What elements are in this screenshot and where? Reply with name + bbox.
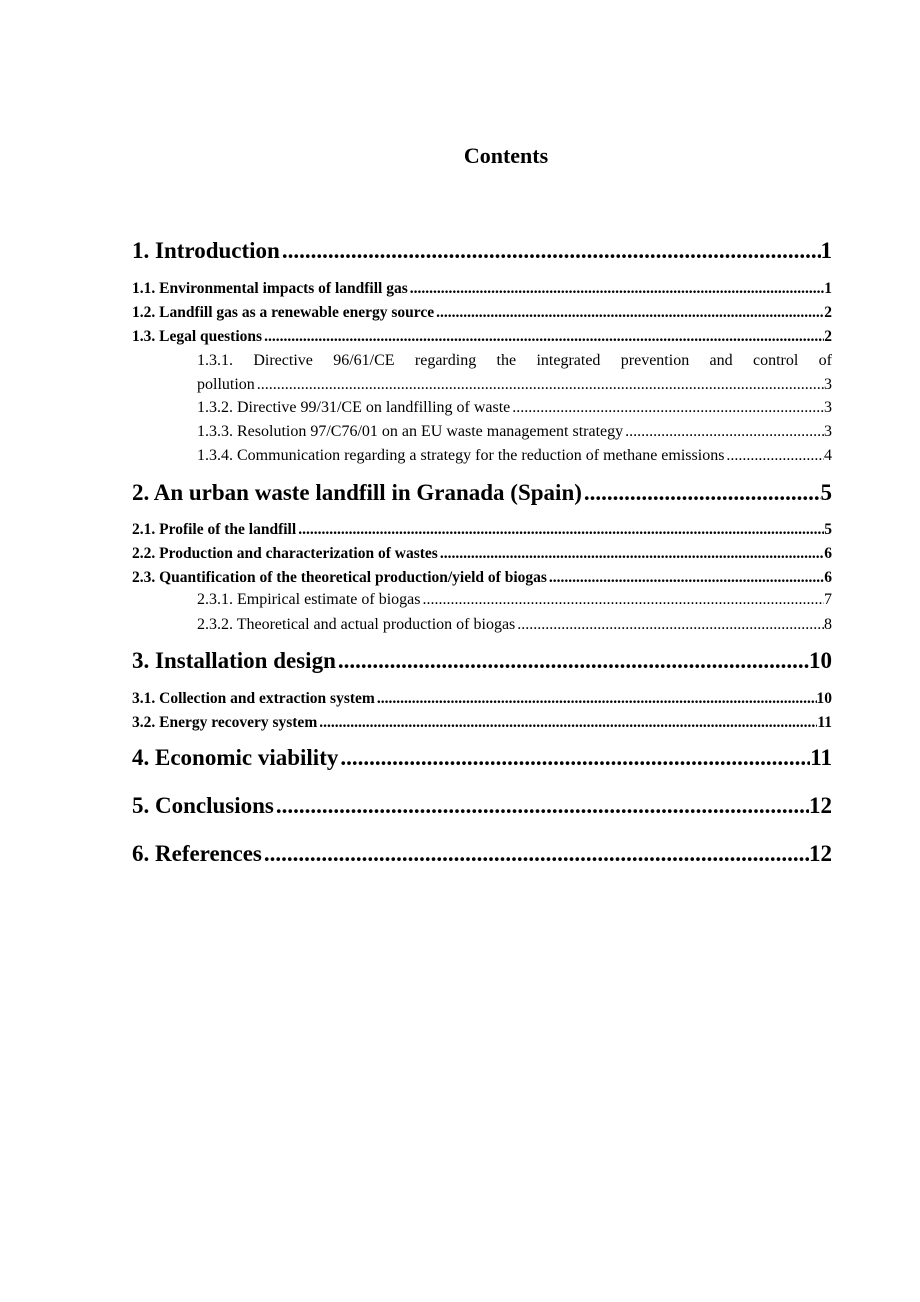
toc-entry-1-3-4[interactable] [197,447,832,465]
toc-page-number: 4 [824,447,832,464]
toc-entry-label: 6. References [132,841,262,866]
toc-entry-5[interactable] [132,793,832,819]
toc-entry-label: 1.2. Landfill gas as a renewable energy source [132,304,435,321]
toc-page-number: 11 [810,745,832,770]
toc-entry-3[interactable] [132,648,832,674]
toc-entry-label: 2. An urban waste landfill in Granada (Spain) [132,480,582,505]
toc-leader-dots [582,480,821,506]
toc-entry-3-2[interactable] [132,714,832,732]
toc-entry-4[interactable] [132,745,832,771]
toc-page-number: 5 [824,521,832,538]
toc-leader-dots [296,521,824,539]
toc-leader-dots [338,745,810,771]
toc-page-number: 8 [824,616,832,633]
toc-leader-dots [408,280,825,298]
toc-leader-dots [421,591,825,609]
toc-page-number: 3 [824,423,832,440]
toc-entry-label: 5. Conclusions [132,793,274,818]
toc-leader-dots [623,423,824,441]
toc-entry-label: 1. Introduction [132,238,280,263]
toc-entry-label-continued: pollution [197,376,255,393]
toc-entry-label: 4. Economic viability [132,745,339,770]
toc-leader-dots [724,447,824,465]
toc-entry-label: 3.2. Energy recovery system [132,714,318,731]
toc-page-number: 10 [816,690,832,707]
toc-leader-dots [336,648,809,674]
toc-leader-dots [510,399,824,417]
toc-page-number: 1 [824,280,832,297]
toc-entry-label: 1.1. Environmental impacts of landfill gas [132,280,408,297]
toc-page-number: 6 [824,569,832,586]
toc-entry-1[interactable] [132,238,832,264]
toc-entry-6[interactable] [132,841,832,867]
toc-entry-1-3-2[interactable] [197,399,832,417]
toc-entry-label: 2.2. Production and characterization of wastes [132,545,438,562]
toc-leader-dots [262,841,809,867]
toc-page-number: 2 [824,328,832,345]
toc-leader-dots [438,545,824,563]
toc-entry-label: 2.3. Quantification of the theoretical production/yield of biogas [132,569,547,586]
toc-page-number: 3 [824,376,832,393]
toc-entry-label: 3.1. Collection and extraction system [132,690,375,707]
toc-entry-1-3-3[interactable] [197,423,832,441]
toc-page-number: 12 [809,793,832,818]
toc-entry-2-2[interactable] [132,545,832,563]
toc-entry-label: 2.3.1. Empirical estimate of biogas [197,591,421,608]
toc-entry-label: 1.3.3. Resolution 97/C76/01 on an EU waste management strategy [197,423,624,440]
toc-page-number: 3 [824,399,832,416]
toc-entry-2-3-2[interactable] [197,616,832,634]
page-title: Contents [463,143,549,168]
toc-leader-dots [274,793,809,819]
toc-entry-1-3[interactable] [132,328,832,346]
toc-leader-dots [547,569,824,587]
toc-leader-dots [280,238,821,264]
toc-leader-dots [262,328,824,346]
toc-leader-dots [515,616,824,634]
toc-entry-2[interactable] [132,480,832,506]
toc-leader-dots [434,304,824,322]
toc-page-number: 5 [820,480,832,505]
toc-entry-label: 1.3. Legal questions [132,328,263,345]
toc-entry-2-3-1[interactable] [197,591,832,609]
toc-entry-label: 1.3.2. Directive 99/31/CE on landfilling of waste [197,399,511,416]
toc-entry-1-2[interactable] [132,304,832,322]
toc-entry-label: 2.1. Profile of the landfill [132,521,297,538]
toc-page-number: 10 [809,648,832,673]
toc-leader-dots [317,714,817,732]
toc-page-number: 6 [824,545,832,562]
toc-page-number: 12 [809,841,832,866]
toc-page-number: 2 [824,304,832,321]
toc-entry-label: 1.3.1. Directive 96/61/CE regarding the integrated prevention and control of [197,352,832,369]
toc-entry-label: 3. Installation design [132,648,336,673]
toc-page-number: 1 [820,238,832,263]
toc-entry-1-3-1[interactable] [197,349,832,397]
toc-entry-label: 2.3.2. Theoretical and actual production of biogas [197,616,516,633]
toc-entry-3-1[interactable] [132,690,832,708]
toc-entry-2-1[interactable] [132,521,832,539]
toc-leader-dots [255,373,824,397]
toc-leader-dots [375,690,817,708]
toc-entry-1-1[interactable] [132,280,832,298]
toc-entry-label: 1.3.4. Communication regarding a strategy for the reduction of methane emissions [197,447,725,464]
toc-page-number: 7 [824,591,832,608]
toc-entry-2-3[interactable] [132,569,832,587]
toc-page-number: 11 [817,714,832,731]
